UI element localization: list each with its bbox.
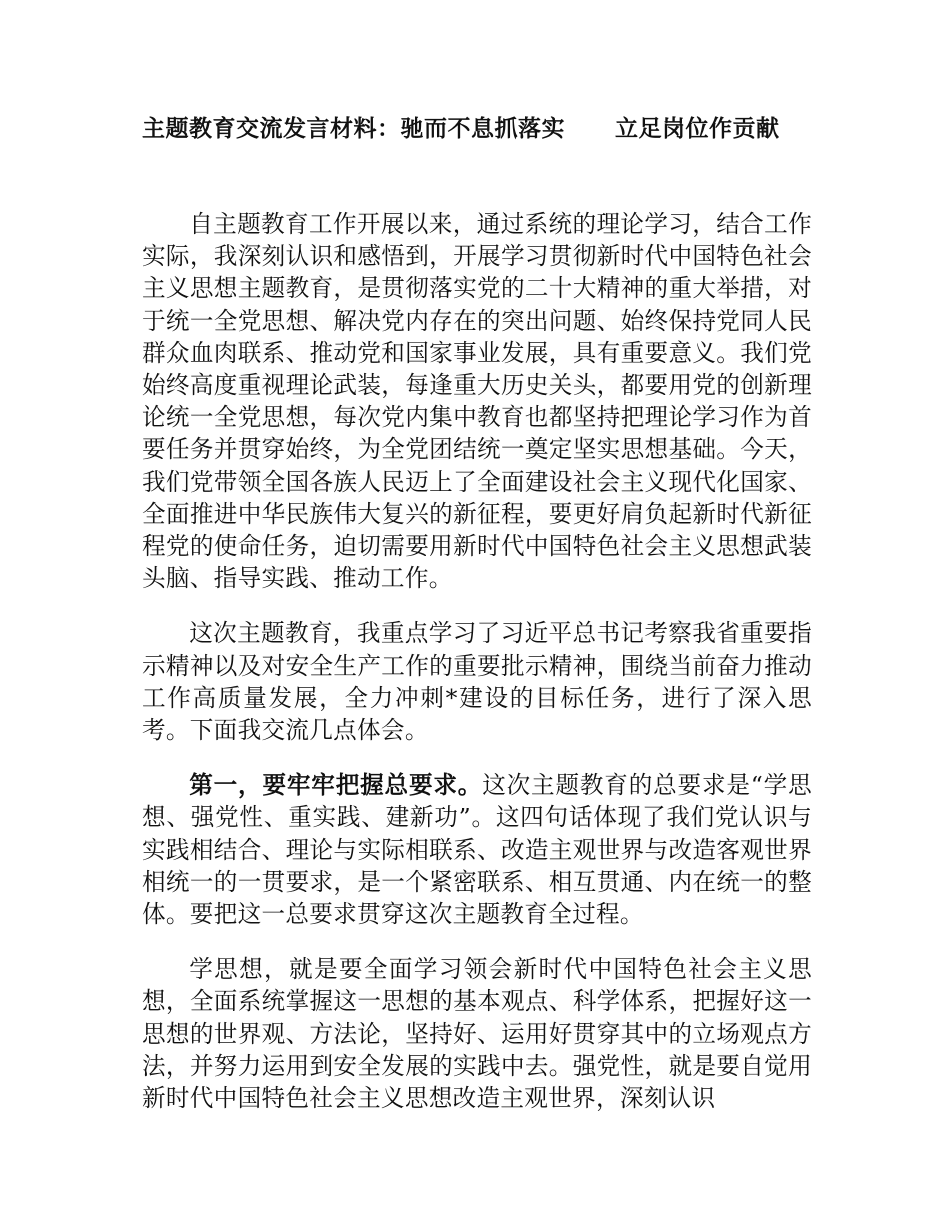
title-main: 主题教育交流发言材料：驰而不息抓落实 (142, 115, 565, 142)
paragraph-text: 自主题教育工作开展以来，通过系统的理论学习，结合工作实际，我深刻认识和感悟到，开展学习贯彻新时代中国特色社会主义思想主题教育，是贯彻落实党的二十大精神的重大举措，对于统一全党思想、解决党内存在的突出问题、始终保持党同人民群众血肉联系、推动党和国家事业发展，具有重要意义。我们党始终高度重视理论武装，每逢重大历史关头，都要用党的创新理论统一全党思想，每次党内集中教育也都坚持把理论学习作为首要任务并贯穿始终，为全党团结统一奠定坚实思想基础。今天，我们党带领全国各族人民迈上了全面建设社会主义现代化国家、全面推进中华民族伟大复兴的新征程，要更好肩负起新时代新征程党的使命任务，迫切需要用新时代中国特色社会主义思想武装头脑、指导实践、推动工作。 (142, 210, 812, 593)
document-title (142, 112, 822, 146)
paragraph-text: 这次主题教育的总要求是“学思想、强党性、重实践、建新功”。这四句话体现了我们党认识与实践相结合、理论与实际相联系、改造主观世界与改造客观世界相统一的一贯要求，是一个紧密联系、相互贯通、内在统一的整体。要把这一总要求贯穿这次主题教育全过程。 (142, 771, 812, 929)
title-sub: 立足岗位作贡献 (615, 115, 780, 142)
paragraph (142, 953, 812, 1114)
document-body (142, 208, 812, 1137)
paragraph (142, 769, 812, 930)
paragraph (142, 617, 812, 746)
paragraph (142, 208, 812, 594)
paragraph-text: 这次主题教育，我重点学习了习近平总书记考察我省重要指示精神以及对安全生产工作的重要批示精神，围绕当前奋力推动工作高质量发展，全力冲刺*建设的目标任务，进行了深入思考。下面我交流几点体会。 (142, 619, 812, 745)
paragraph-text: 学思想，就是要全面学习领会新时代中国特色社会主义思想，全面系统掌握这一思想的基本观点、科学体系，把握好这一思想的世界观、方法论，坚持好、运用好贯穿其中的立场观点方法，并努力运用到安全发展的实践中去。强党性，就是要自觉用新时代中国特色社会主义思想改造主观世界，深刻认识 (142, 955, 812, 1113)
paragraph-lead: 第一，要牢牢把握总要求。 (189, 771, 483, 800)
